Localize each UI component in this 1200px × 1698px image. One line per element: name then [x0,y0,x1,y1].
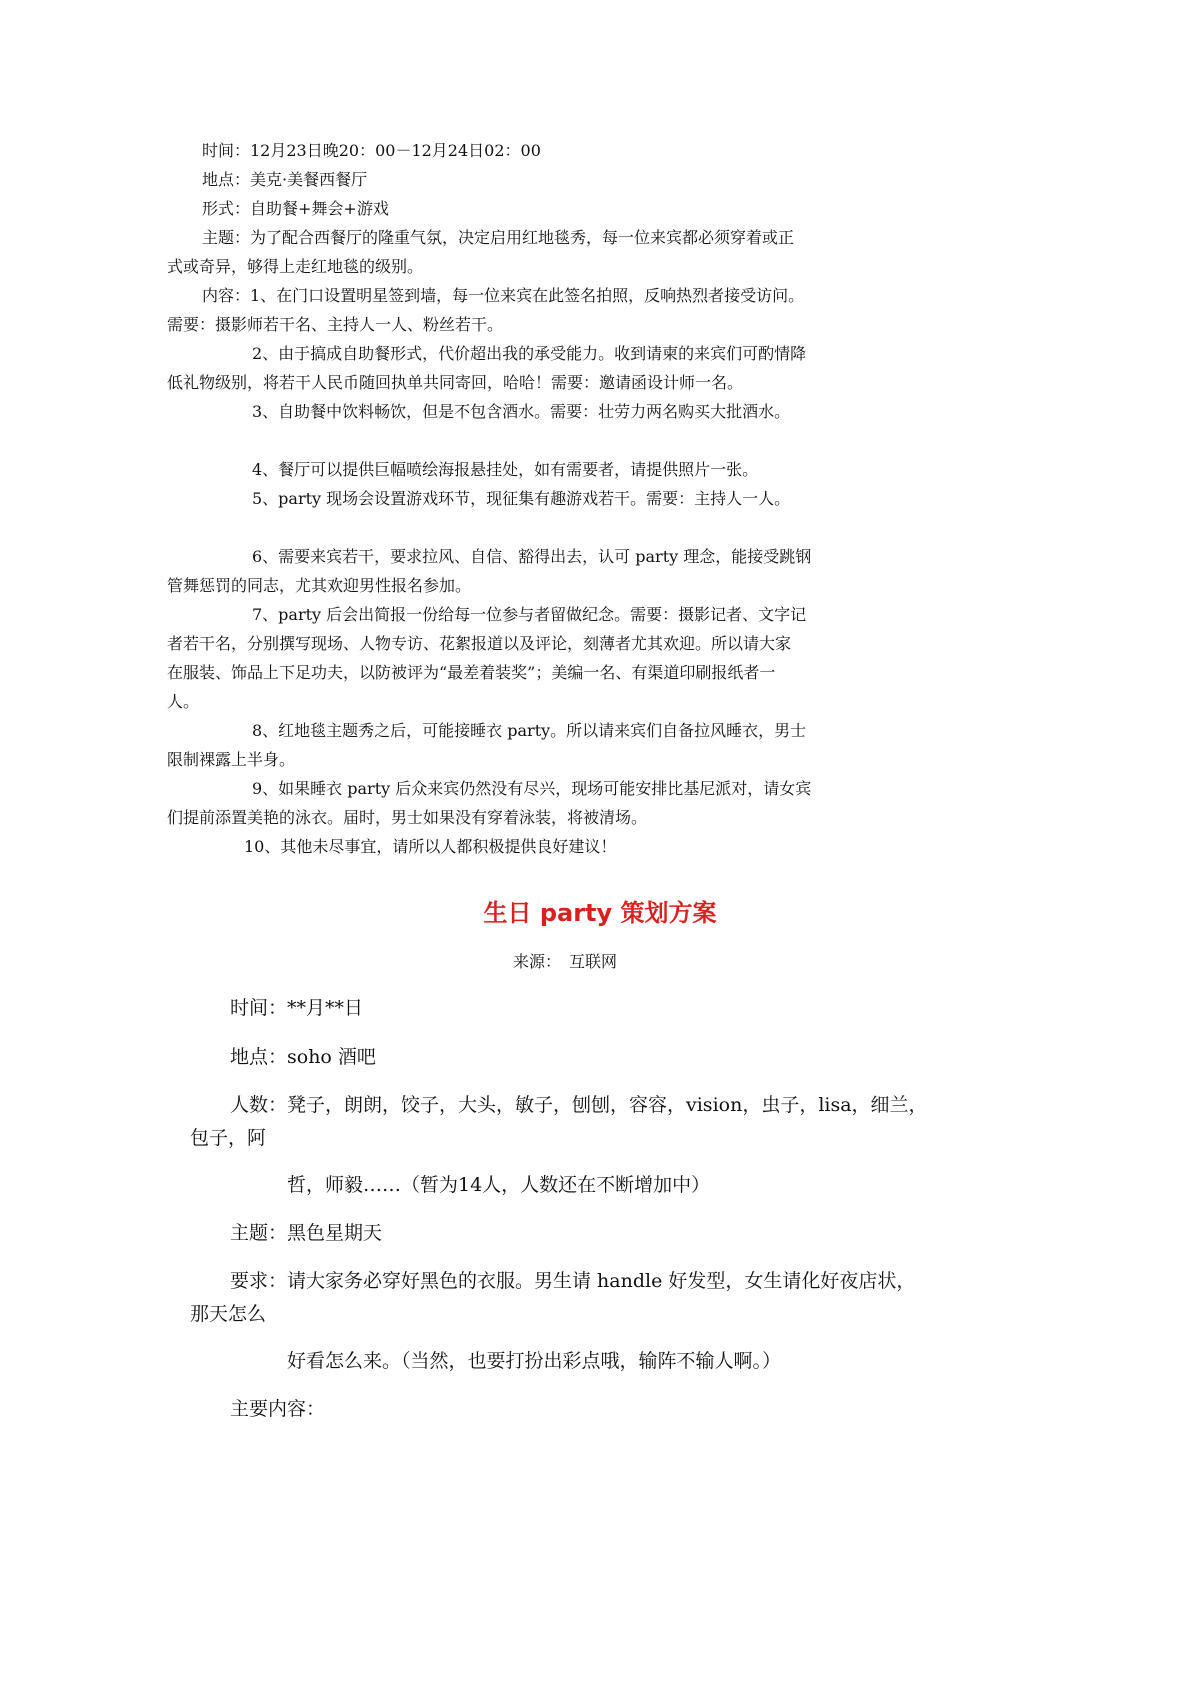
content-item-3: 3、自助餐中饮料畅饮，但是不包含酒水。需要：壮劳力两名购买大批酒水。 [252,402,791,421]
birthday-theme: 主题：黑色星期天 [230,1222,383,1244]
time-line: 时间：12月23日晚20：00－12月24日02：00 [202,141,541,160]
content-item-6-cont: 管舞惩罚的同志，尤其欢迎男性报名参加。 [167,576,472,595]
birthday-time: 时间：**月**日 [230,997,364,1019]
content-item-7-cont-1: 者若干名，分别撰写现场、人物专访、花絮报道以及评论，刻薄者尤其欢迎。所以请大家 [167,634,792,653]
content-item-6: 6、需要来宾若干，要求拉风、自信、豁得出去，认可 party 理念，能接受跳钢 [252,547,812,566]
content-item-9: 9、如果睡衣 party 后众来宾仍然没有尽兴，现场可能安排比基尼派对，请女宾 [252,779,812,798]
birthday-place: 地点：soho 酒吧 [230,1046,376,1068]
content-item-7-cont-2: 在服装、饰品上下足功夫，以防被评为“最差着装奖”；美编一名、有渠道印刷报纸者一 [167,663,776,682]
birthday-main-content: 主要内容： [230,1398,326,1420]
source-line: 来源： 互联网 [513,952,618,971]
content-item-2: 2、由于搞成自助餐形式，代价超出我的承受能力。收到请柬的来宾们可酌情降 [252,344,807,363]
content-item-7-cont-3: 人。 [167,692,200,711]
content-item-1: 内容：1、在门口设置明星签到墙，每一位来宾在此签名拍照，反响热烈者接受访问。 [202,286,805,305]
form-line: 形式：自助餐+舞会+游戏 [202,199,389,218]
birthday-requirement-cont-2: 好看怎么来。（当然，也要打扮出彩点哦，输阵不输人啊。） [287,1350,782,1372]
theme-line-cont: 式或奇异，够得上走红地毯的级别。 [167,257,424,276]
content-item-10: 10、其他未尽事宜，请所以人都积极提供良好建议！ [244,837,617,856]
section-title: 生日 party 策划方案 [483,899,717,927]
birthday-people: 人数：凳子，朗朗，饺子，大头，敏子，刨刨，容容，vision，虫子，lisa，细兰， [230,1094,928,1116]
content-item-4: 4、餐厅可以提供巨幅喷绘海报悬挂处，如有需要者，请提供照片一张。 [252,460,759,479]
content-item-8: 8、红地毯主题秀之后，可能接睡衣 party。所以请来宾们自备拉风睡衣，男士 [252,721,807,740]
birthday-requirement-cont-1: 那天怎么 [190,1303,267,1325]
birthday-people-cont-2: 哲，师毅……（暂为14人，人数还在不断增加中） [287,1174,711,1196]
content-item-2-cont: 低礼物级别，将若干人民币随回执单共同寄回，哈哈！需要：邀请函设计师一名。 [167,373,744,392]
theme-line: 主题：为了配合西餐厅的隆重气氛，决定启用红地毯秀，每一位来宾都必须穿着或正 [202,228,795,247]
birthday-requirement: 要求：请大家务必穿好黑色的衣服。男生请 handle 好发型，女生请化好夜店状， [230,1270,916,1292]
content-item-7: 7、party 后会出简报一份给每一位参与者留做纪念。需要：摄影记者、文字记 [252,605,807,624]
content-item-1-cont: 需要：摄影师若干名、主持人一人、粉丝若干。 [167,315,504,334]
content-item-8-cont: 限制裸露上半身。 [167,750,296,769]
content-item-5: 5、party 现场会设置游戏环节，现征集有趣游戏若干。需要：主持人一人。 [252,489,791,508]
place-line: 地点：美克·美餐西餐厅 [202,170,368,189]
content-item-9-cont: 们提前添置美艳的泳衣。届时，男士如果没有穿着泳装，将被清场。 [167,808,648,827]
birthday-people-cont-1: 包子，阿 [190,1127,267,1149]
